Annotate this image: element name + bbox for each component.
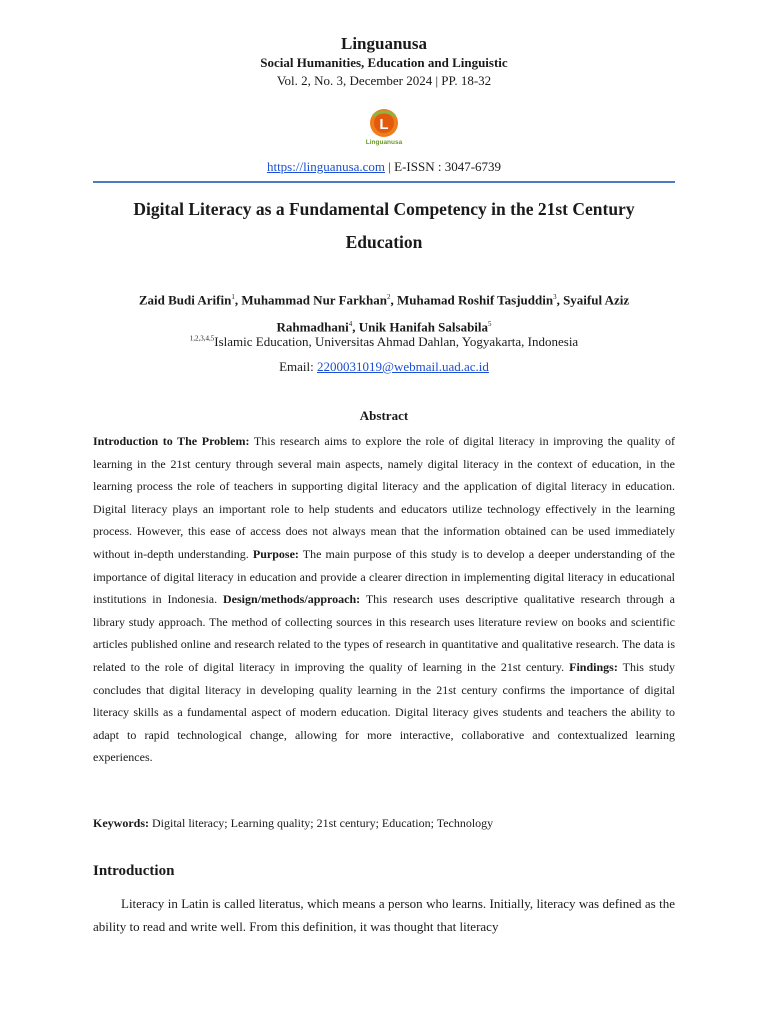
author-email: Email: 2200031019@webmail.uad.ac.id — [279, 359, 489, 374]
email-link[interactable]: 2200031019@webmail.uad.ac.id — [317, 359, 489, 374]
issn-line — [93, 159, 675, 175]
paper-title-line: Education — [345, 232, 423, 252]
header-divider — [93, 181, 675, 183]
author-name: , Syaiful Aziz — [556, 292, 630, 308]
author-name: Rahmadhani — [276, 319, 349, 335]
paper-title — [93, 193, 675, 259]
author-name: , Muhammad Nur Farkhan — [234, 292, 387, 308]
author-name: , Unik Hanifah Salsabila — [352, 319, 489, 335]
volume-info: Vol. 2, No. 3, December 2024 | PP. 18-32 — [276, 73, 492, 88]
abstract-body: Introduction to The Problem: This research aims to explore the role of digital literacy in improving the quality of learning in the 21st century through several main aspects, namely digital literacy in the context of education, in the learning process the role of teachers in supporting digital literacy and the application of digital literacy in education. Digital literacy plays an important role to help students and educators utilize technology effectively in the learning process. However, this ease of access does not always mean that the information obtained can be used immediately without in-depth understanding. Purpose: The main purpose of this study is to develop a deeper understanding of the importance of digital literacy in education and provide a clearer direction in implementing digital literacy in educational institutions in Indonesia. Design/methods/approach: This research uses descriptive qualitative research through a library study approach. The method of collecting sources in this research uses literature review on books and scientific articles published online and research related to the types of research in quantitative and qualitative research. The data is related to the role of digital literacy in improving the quality of learning in the 21st century. Findings: This study concludes that digital literacy in developing quality learning in the 21st century confirms the importance of digital literacy skills as a fundamental aspect of modern education. Digital literacy gives students and teachers the ability to adapt to rapid technological change, allowing for more interactive, collaborative and contextualized learning experiences. — [93, 434, 676, 765]
author-name: Zaid Budi Arifin — [138, 292, 232, 308]
author-name: , Muhamad Roshif Tasjuddin — [390, 292, 554, 308]
introduction-heading: Introduction — [93, 863, 175, 879]
paper-title-line: Digital Literacy as a Fundamental Competency in the 21st Century — [133, 199, 635, 219]
author-list: Zaid Budi Arifin$^1$, Muhammad Nur Farkhan$^2$, Muhamad Roshif Tasjuddin$^3$, Syaiful Aziz Rahmadhani$^4$, Unik Hanifah Salsabila$^5$ — [138, 292, 630, 335]
journal-name: Linguanusa — [341, 34, 427, 53]
abstract-heading: Abstract — [359, 408, 409, 423]
journal-url-link[interactable]: https://linguanusa.com — [266, 159, 386, 174]
affiliation: $^{1,2,3,4,5}$Islamic Education, Universitas Ahmad Dahlan, Yogyakarta, Indonesia — [189, 334, 579, 349]
journal-subtitle: Social Humanities, Education and Linguistic — [260, 55, 508, 70]
svg-text:L: L — [379, 116, 389, 133]
journal-logo — [364, 106, 404, 146]
introduction-body: Literacy in Latin is called literatus, which means a person who learns. Initially, literacy was defined as the ability to read and write well. From this definition, it was thought that literacy — [93, 896, 675, 934]
keywords: Keywords: Digital literacy; Learning quality; 21st century; Education; Technology — [93, 816, 494, 830]
svg-text:Linguanusa: Linguanusa — [365, 139, 403, 146]
logo-icon — [364, 106, 404, 146]
issn-text: | E-ISSN : 3047-6739 — [385, 159, 502, 174]
